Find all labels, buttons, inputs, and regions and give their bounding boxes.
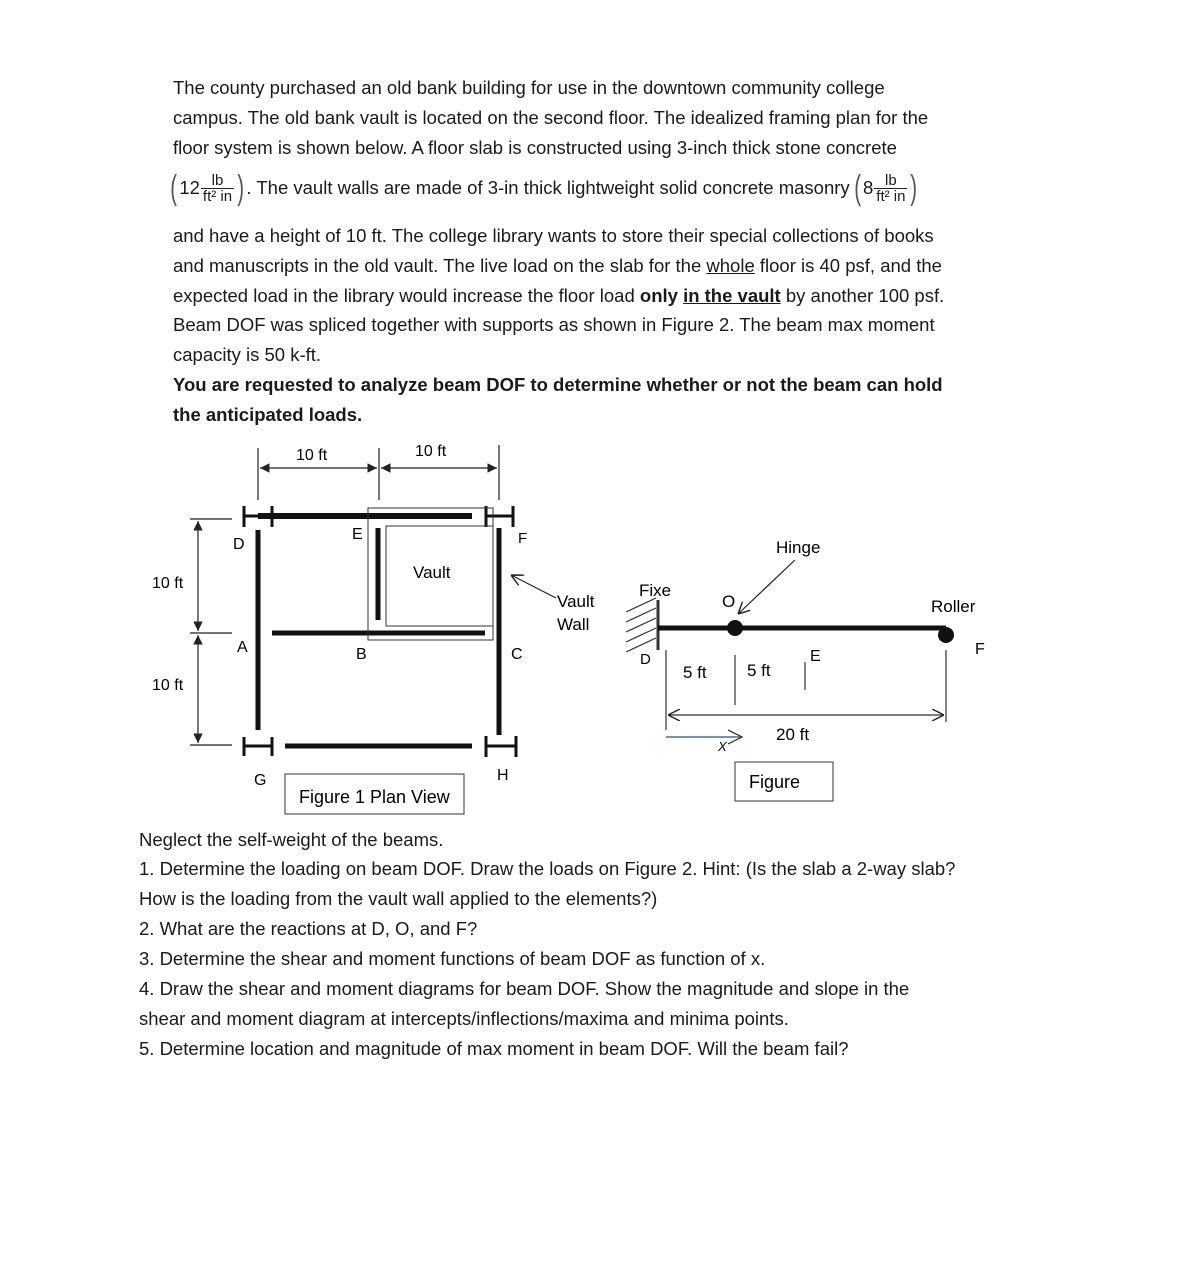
intro-line-7-c: by another 100 psf. xyxy=(780,285,945,306)
hinge-icon xyxy=(727,620,743,636)
node-F: F xyxy=(518,530,528,547)
vault-label: Vault xyxy=(413,563,451,582)
intro-line-6-a: and manuscripts in the old vault. The live load on the slab for the xyxy=(173,255,707,276)
figure-1-plan-view xyxy=(152,443,595,814)
hinge-leader xyxy=(738,560,795,614)
intro-line-7-bold: only xyxy=(639,285,678,306)
intro-line-6-underline: whole xyxy=(706,255,755,276)
request-line-1: You are requested to analyze beam DOF to determine whether or not the beam can hold xyxy=(173,374,943,395)
roller-label: Roller xyxy=(931,597,976,616)
dimension-top xyxy=(258,445,499,500)
intro-line-7-bold-underline: in the vault xyxy=(683,285,781,306)
intro-line-4 xyxy=(168,165,920,211)
question-2: 2. What are the reactions at D, O, and F? xyxy=(139,918,478,939)
question-5: 5. Determine location and magnitude of max moment in beam DOF. Will the beam fail? xyxy=(139,1038,849,1059)
vault-wall-label-2: Wall xyxy=(557,615,590,634)
intro-line-3: floor system is shown below. A floor slab is constructed using 3-inch thick stone concrete xyxy=(173,137,897,158)
intro-line-7-a: expected load in the library would increase the floor load xyxy=(173,285,640,306)
question-4b: shear and moment diagram at intercepts/inflections/maxima and minima points. xyxy=(139,1008,789,1029)
masonry-value: 8 xyxy=(863,177,874,198)
intro-line-2: campus. The old bank vault is located on the second floor. The idealized framing plan for the xyxy=(173,107,929,128)
beam-node-O: O xyxy=(722,592,736,611)
paren-right-2: ) xyxy=(910,168,918,207)
hinge-label: Hinge xyxy=(776,538,821,557)
intro-line-6 xyxy=(173,255,942,277)
node-H: H xyxy=(497,767,509,784)
figures xyxy=(0,430,1179,830)
slab-unit-fraction xyxy=(201,173,234,204)
fixed-support-icon xyxy=(626,598,658,652)
dim-left-bottom: 10 ft xyxy=(152,677,184,694)
dim-20ft: 20 ft xyxy=(776,725,810,744)
intro-line-9: capacity is 50 k-ft. xyxy=(173,344,322,365)
beam-node-D: D xyxy=(640,651,651,668)
node-G: G xyxy=(254,772,267,789)
dim-top-right: 10 ft xyxy=(415,443,447,460)
intro-line-7 xyxy=(173,285,944,307)
figure-2-caption: Figure xyxy=(749,772,801,792)
question-3: 3. Determine the shear and moment functions of beam DOF as function of x. xyxy=(139,948,766,969)
node-A: A xyxy=(237,639,248,656)
intro-line-1: The county purchased an old bank building for use in the downtown community college xyxy=(173,77,885,98)
fixed-label: Fixe xyxy=(639,581,672,600)
node-B: B xyxy=(356,646,367,663)
vault-wall-label-1: Vault xyxy=(557,592,595,611)
node-C: C xyxy=(511,646,523,663)
figure-2-beam-dof xyxy=(626,538,985,801)
question-4a: 4. Draw the shear and moment diagrams for beam DOF. Show the magnitude and slope in the xyxy=(139,978,910,999)
question-1a: 1. Determine the loading on beam DOF. Draw the loads on Figure 2. Hint: (Is the slab a 2-way slab? xyxy=(139,858,956,879)
intro-line-5: and have a height of 10 ft. The college library wants to store their special collections of books xyxy=(173,225,934,246)
dim-5ft-a: 5 ft xyxy=(683,663,707,682)
roller-icon xyxy=(938,627,954,643)
question-1b: How is the loading from the vault wall applied to the elements?) xyxy=(139,888,658,909)
framing-beams xyxy=(258,516,499,746)
dimension-left xyxy=(190,519,232,745)
request-line-2: the anticipated loads. xyxy=(173,404,363,425)
node-D: D xyxy=(233,536,245,553)
dim-left-top: 10 ft xyxy=(152,575,184,592)
intro-line-4-mid: . The vault walls are made of 3-in thick lightweight solid concrete masonry xyxy=(246,177,850,198)
masonry-unit-num: lb xyxy=(874,173,907,189)
paren-right: ) xyxy=(237,168,245,207)
x-axis-label: X xyxy=(718,739,727,754)
masonry-unit-den: ft² in xyxy=(876,187,906,205)
dim-top-left: 10 ft xyxy=(296,447,328,464)
node-E: E xyxy=(352,526,363,543)
note-line: Neglect the self-weight of the beams. xyxy=(139,829,444,850)
paren-left-2: ( xyxy=(853,168,861,207)
figure-1-caption: Figure 1 Plan View xyxy=(299,787,450,807)
dim-5ft-b: 5 ft xyxy=(747,661,771,680)
intro-line-8: Beam DOF was spliced together with supports as shown in Figure 2. The beam max moment xyxy=(173,314,935,335)
slab-unit-num: lb xyxy=(201,173,234,189)
beam-node-F: F xyxy=(975,641,985,658)
masonry-unit-fraction xyxy=(874,173,907,204)
paren-left: ( xyxy=(170,168,178,207)
slab-value: 12 xyxy=(179,177,200,198)
vault-wall-leader xyxy=(511,575,556,598)
beam-node-E: E xyxy=(810,648,821,665)
slab-unit-den: ft² in xyxy=(202,187,233,205)
intro-line-6-b: floor is 40 psf, and the xyxy=(754,255,942,276)
